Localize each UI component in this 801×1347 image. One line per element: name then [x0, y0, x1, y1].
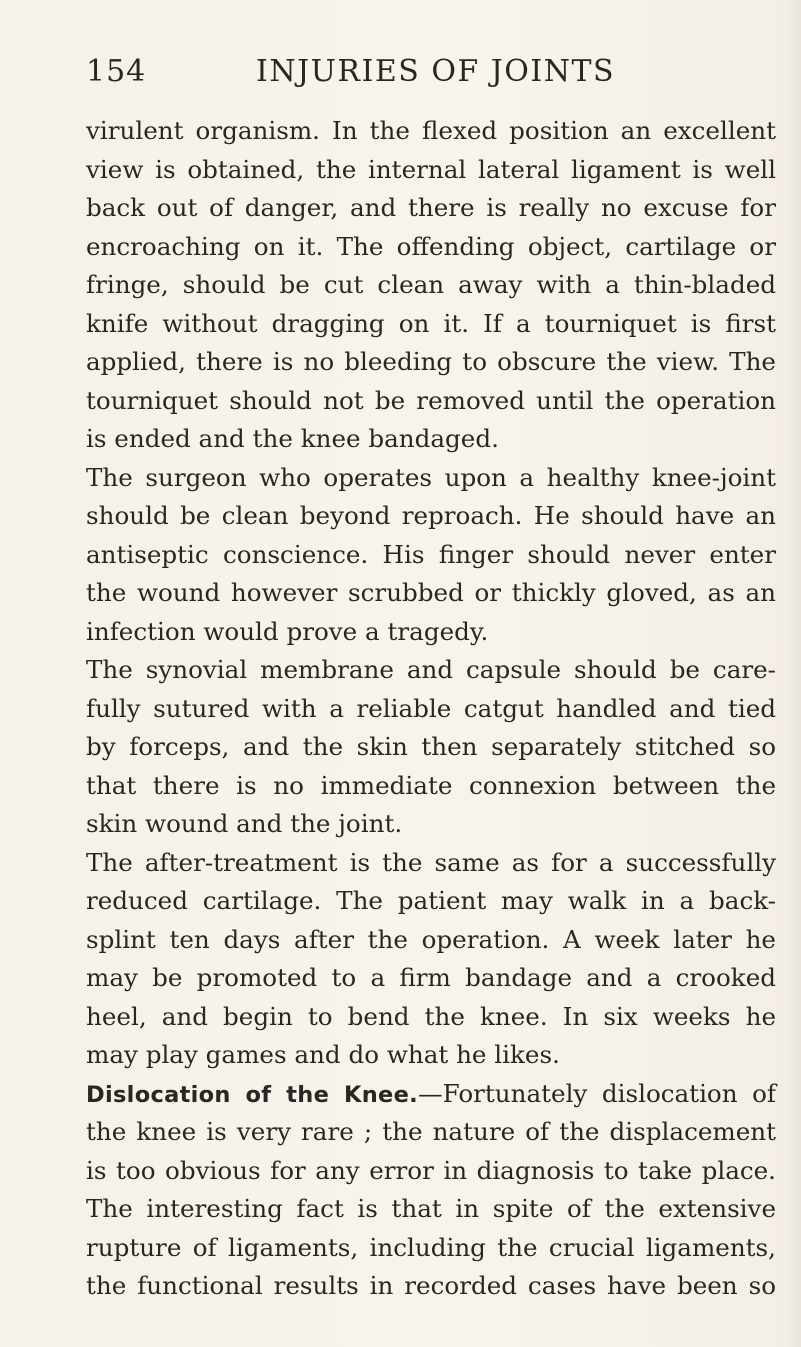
running-head: INJURIES OF JOINTS [256, 54, 616, 89]
text-line: virulent organism. In the flexed position an excellent [86, 116, 776, 145]
text-line: The after-treatment is the same as for a successfully [86, 847, 776, 877]
section-first-line-text: —Fortunately dislocation of [418, 1078, 777, 1108]
text-line: should be clean beyond reproach. He should have an [86, 501, 776, 530]
section-heading: Dislocation of the Knee. [86, 1081, 419, 1108]
text-line: view is obtained, the internal lateral ligament is well [86, 154, 776, 184]
paragraph-end-line: is ended and the knee bandaged. [86, 424, 499, 453]
text-line: antiseptic conscience. His finger should never enter [86, 539, 776, 569]
text-line: reduced cartilage. The patient may walk in a back- [86, 886, 776, 915]
text-line: that there is no immediate connexion between the [86, 770, 776, 800]
text-line: by forceps, and the skin then separately stitched so [86, 732, 776, 761]
text-line: the knee is very rare ; the nature of the displacement [86, 1117, 776, 1146]
text-line: back out of danger, and there is really no excuse for [86, 193, 776, 222]
text-line: The synovial membrane and capsule should be care- [86, 655, 776, 684]
text-line: fully sutured with a reliable catgut handled and tied [86, 693, 776, 723]
text-line: may be promoted to a firm bandage and a crooked [86, 963, 776, 992]
text-line: fringe, should be cut clean away with a thin-bladed [86, 270, 776, 299]
page-edge-shadow [787, 0, 801, 1347]
body-text [86, 112, 776, 1306]
paragraph-end-line: infection would prove a tragedy. [86, 616, 489, 646]
text-line: the wound however scrubbed or thickly gloved, as an [86, 578, 776, 607]
paragraph-end-line: skin wound and the joint. [86, 809, 403, 838]
page-number: 154 [86, 54, 147, 89]
text-line: tourniquet should not be removed until the operation [86, 385, 776, 415]
page-header [86, 54, 774, 98]
text-line: rupture of ligaments, including the crucial ligaments, [86, 1232, 776, 1262]
text-line: splint ten days after the operation. A week later he [86, 924, 776, 954]
text-line: applied, there is no bleeding to obscure the view. The [86, 347, 776, 376]
paragraph-end-line: may play games and do what he likes. [86, 1040, 560, 1069]
text-line: knife without dragging on it. If a tourniquet is first [86, 308, 776, 338]
text-line: is too obvious for any error in diagnosis to take place. [86, 1155, 776, 1185]
section-first-line [86, 1075, 776, 1114]
text-line: The interesting fact is that in spite of the extensive [86, 1194, 776, 1223]
text-line: heel, and begin to bend the knee. In six weeks he [86, 1001, 776, 1031]
text-line: the functional results in recorded cases have been so [86, 1271, 776, 1300]
text-line: The surgeon who operates upon a healthy knee-joint [86, 462, 776, 492]
text-line: encroaching on it. The offending object, cartilage or [86, 231, 776, 261]
